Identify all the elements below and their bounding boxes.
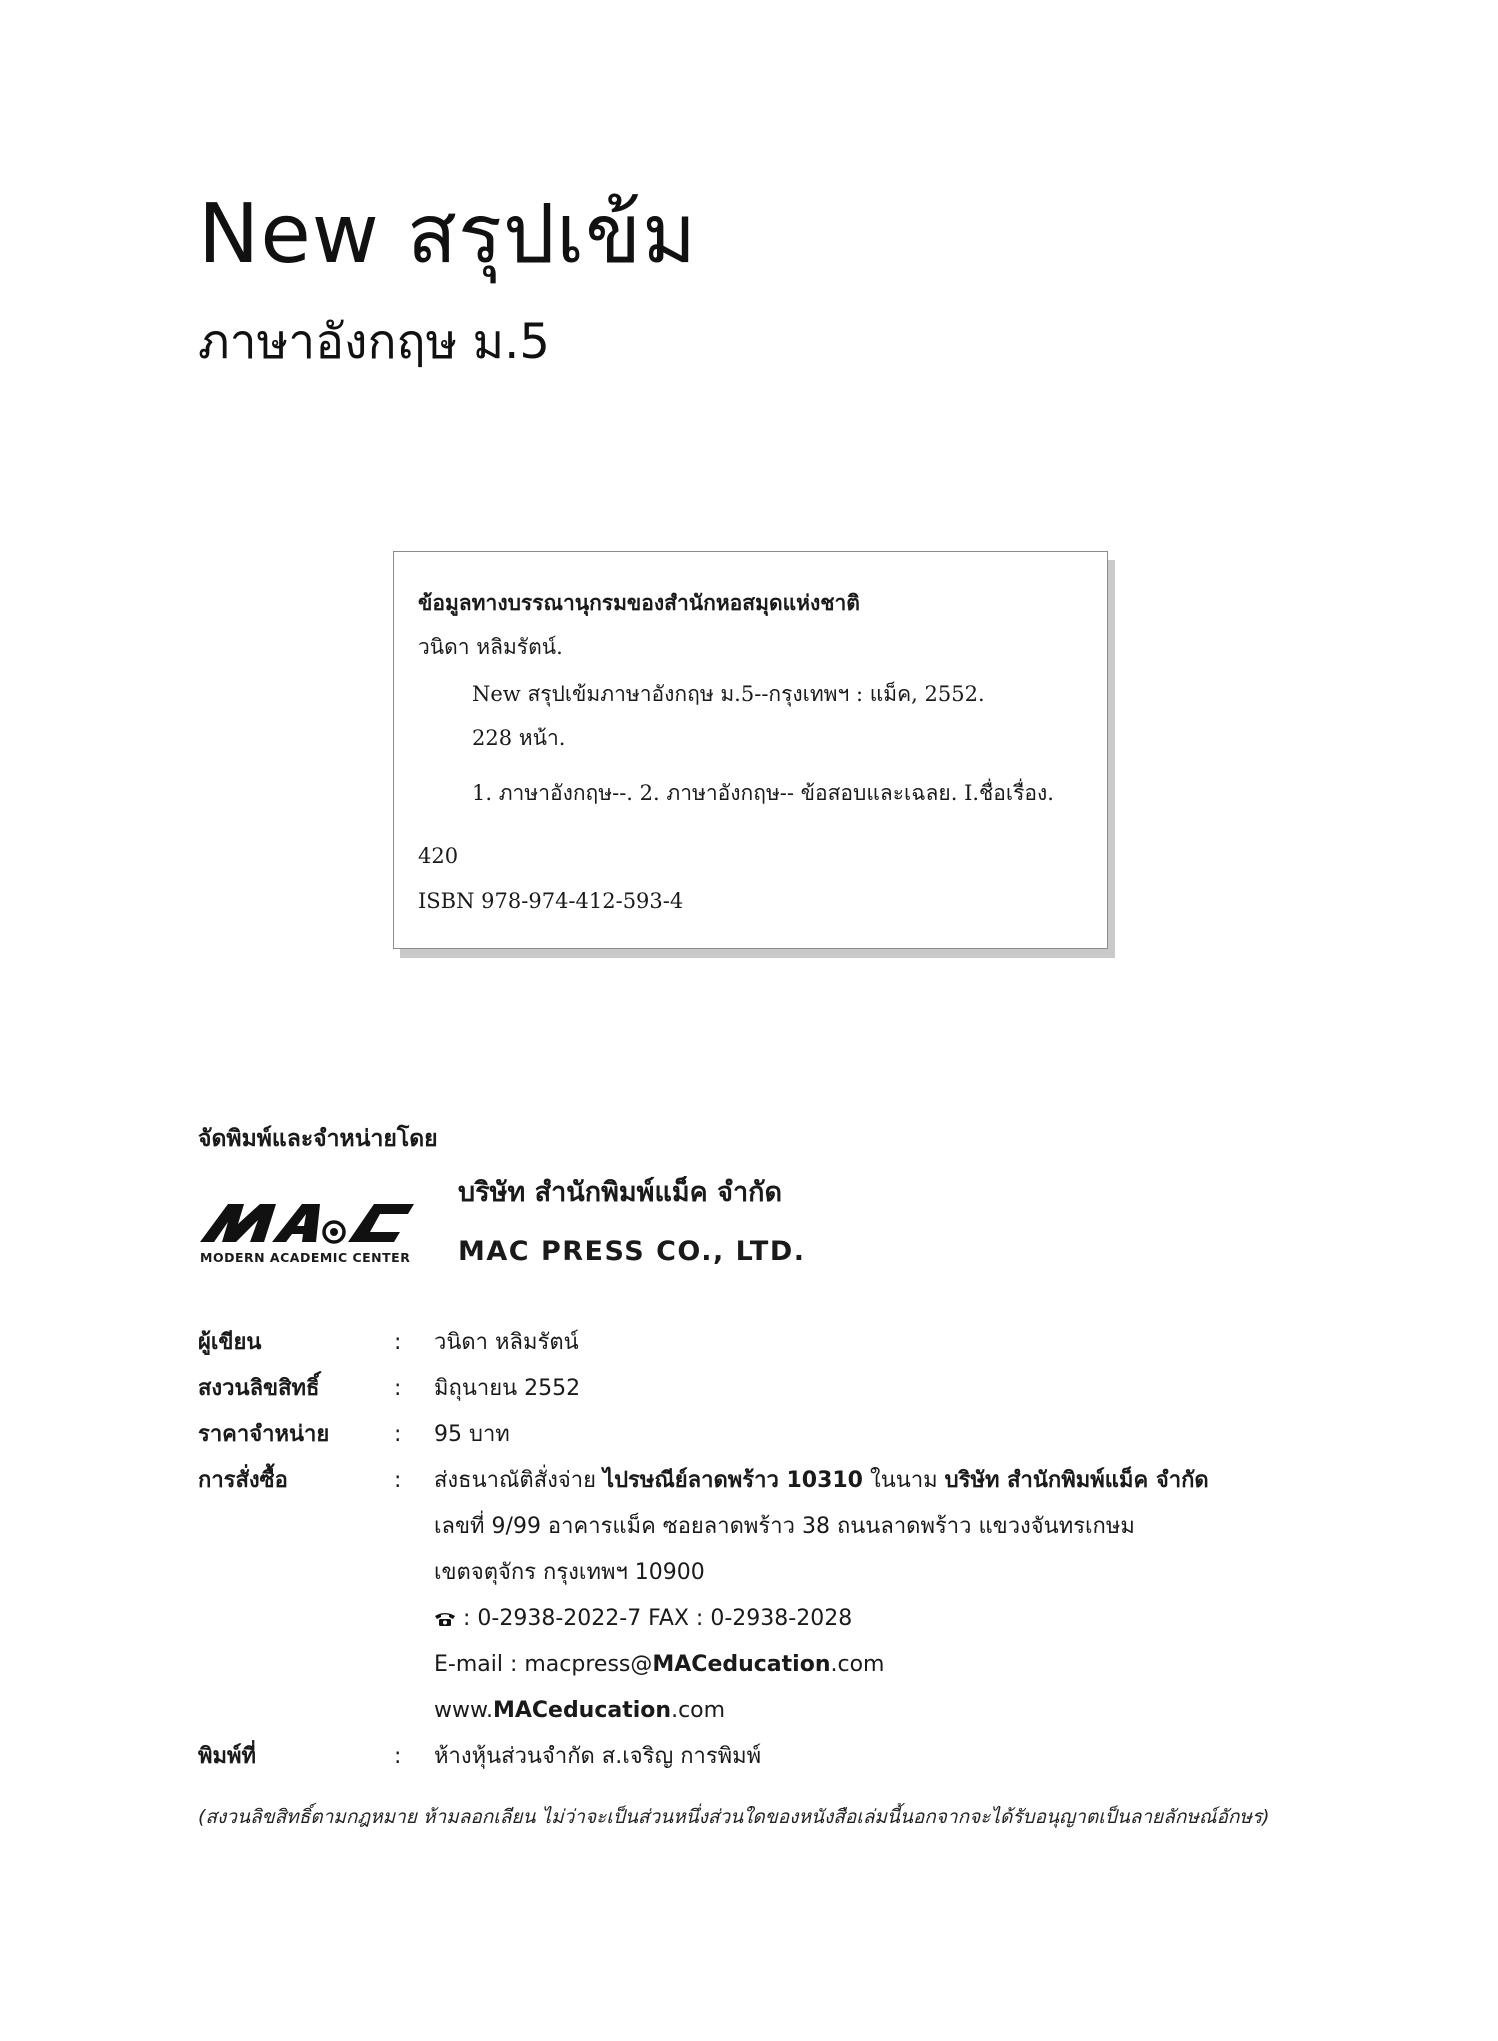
order-text-c: ในนาม [863,1468,945,1493]
email-prefix: E-mail : macpress@ [434,1652,653,1677]
printer-label: พิมพ์ที่ [198,1744,257,1769]
order-label: การสั่งซื้อ [198,1468,288,1493]
publisher-name-english: MAC PRESS CO., LTD. [458,1236,806,1267]
cip-title-line: New สรุปเข้มภาษาอังกฤษ ม.5--กรุงเทพฯ : แม็ค, 2552. [472,682,985,706]
web-brand: MACeducation [492,1698,672,1723]
logo-caption: MODERN ACADEMIC CENTER [200,1250,411,1265]
book-subtitle: ภาษาอังกฤษ ม.5 [198,314,550,370]
order-colon: : [394,1468,402,1493]
cip-pages: 228 หน้า. [472,726,566,750]
book-title: New สรุปเข้ม [198,187,698,282]
order-address-line-3: เขตจตุจักร กรุงเทพฯ 10900 [434,1560,705,1585]
email-brand: MACeducation [652,1652,831,1677]
publisher-label: จัดพิมพ์และจำหน่ายโดย [198,1126,438,1152]
copyright-value: มิถุนายน 2552 [434,1376,581,1401]
publisher-name-thai: บริษัท สำนักพิมพ์แม็ค จำกัด [458,1177,782,1208]
printer-colon: : [394,1744,402,1769]
web-suffix: .com [671,1698,726,1723]
telephone-icon [434,1611,456,1627]
author-colon: : [394,1330,402,1355]
printer-value: ห้างหุ้นส่วนจำกัด ส.เจริญ การพิมพ์ [434,1744,762,1769]
cip-subjects: 1. ภาษาอังกฤษ--. 2. ภาษาอังกฤษ-- ข้อสอบและเฉลย. I.ชื่อเรื่อง. [472,781,1054,805]
price-label: ราคาจำหน่าย [198,1422,330,1447]
phone-fax-numbers: : 0-2938-2022-7 FAX : 0-2938-2028 [463,1606,853,1631]
order-phone-line [434,1604,852,1634]
order-email-line [434,1650,884,1680]
email-suffix: .com [830,1652,885,1677]
order-text-a: ส่งธนาณัติสั่งจ่าย [434,1468,603,1493]
author-value: วนิดา หลิมรัตน์ [434,1330,579,1355]
price-colon: : [394,1422,402,1447]
cip-isbn: ISBN 978-974-412-593-4 [418,889,684,913]
cip-heading: ข้อมูลทางบรรณานุกรมของสำนักหอสมุดแห่งชาติ [418,590,860,615]
copyright-label: สงวนลิขสิทธิ์ [198,1376,320,1401]
copyright-colon: : [394,1376,402,1401]
price-value: 95 บาท [434,1422,510,1447]
order-address-line-2: เลขที่ 9/99 อาคารแม็ค ซอยลาดพร้าว 38 ถนนลาดพร้าว แขวงจันทรเกษม [434,1514,1135,1539]
cip-class-number: 420 [418,844,459,868]
web-prefix: www. [434,1698,493,1723]
order-website-line [434,1696,725,1726]
author-label: ผู้เขียน [198,1330,262,1355]
order-line-1 [434,1466,1209,1496]
order-post-office: ไปรษณีย์ลาดพร้าว 10310 [603,1468,863,1493]
order-company: บริษัท สำนักพิมพ์แม็ค จำกัด [944,1468,1209,1493]
cip-author: วนิดา หลิมรัตน์. [418,635,563,659]
copyright-notice: (สงวนลิขสิทธิ์ตามกฎหมาย ห้ามลอกเลียน ไม่ว่าจะเป็นส่วนหนึ่งส่วนใดของหนังสือเล่มนี้นอกจากจะได้รับอนุญาตเป็นลายลักษณ์อักษร) [198,1806,1270,1828]
cip-box [393,551,1108,949]
